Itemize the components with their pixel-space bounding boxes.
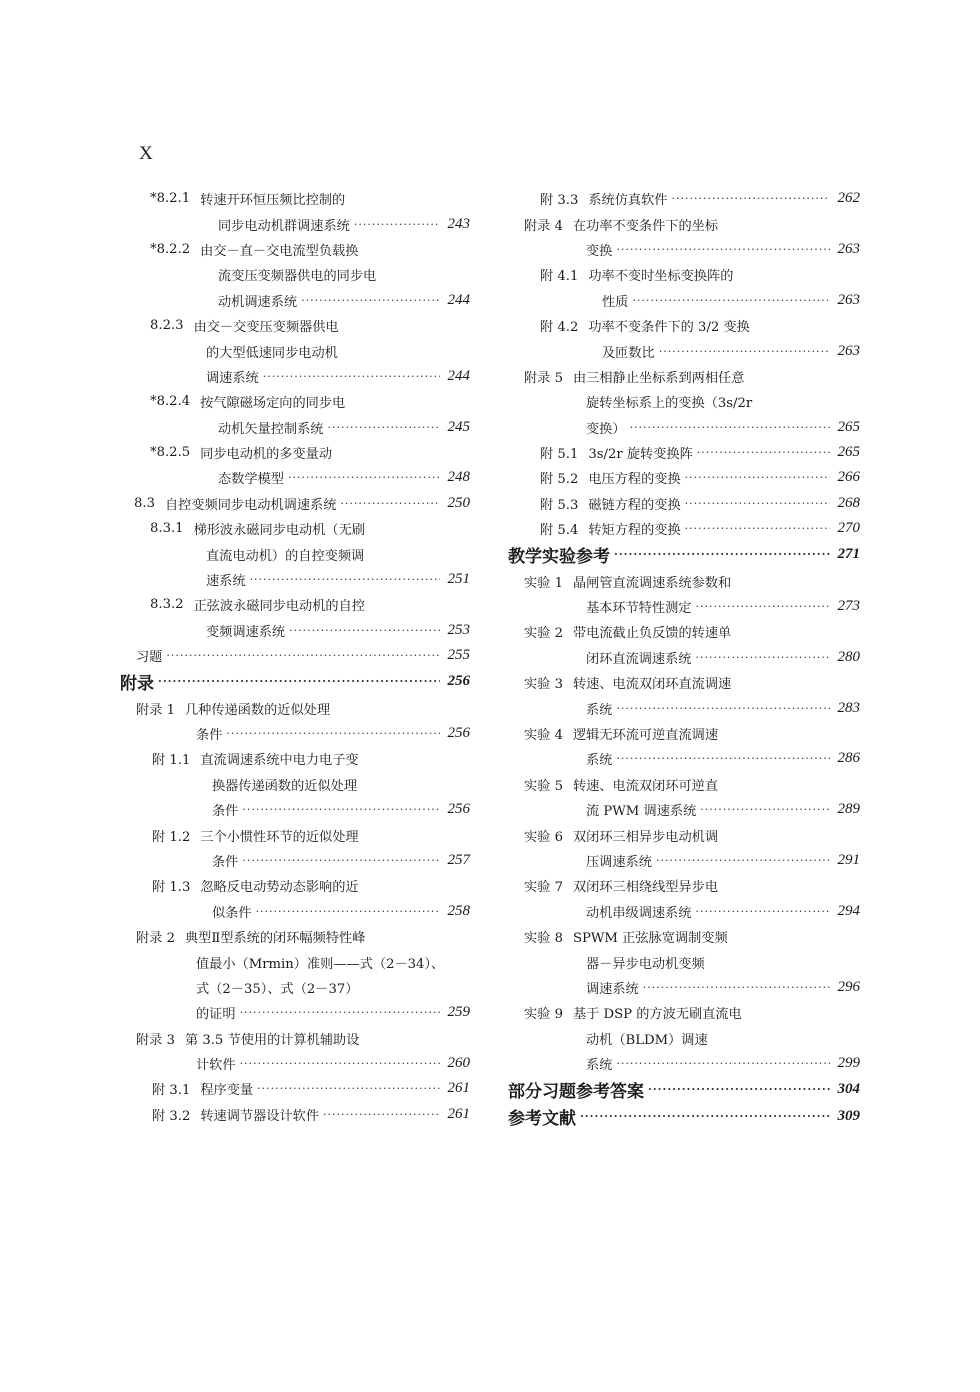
toc-leader-dots: [700, 803, 830, 816]
toc-entry-number: 实验 7: [524, 880, 563, 896]
toc-entry-page: 270: [837, 520, 860, 537]
toc-leader-dots: [289, 624, 440, 637]
page-number: X: [139, 143, 153, 164]
toc-entry-page: 253: [447, 621, 470, 638]
toc-entry-page: 261: [447, 1080, 470, 1097]
toc-entry: [120, 338, 470, 363]
toc-entry-page: 299: [837, 1055, 860, 1072]
toc-entry: [508, 949, 860, 974]
toc-entry-number: 附 1.2: [152, 829, 191, 845]
toc-entry-title: 变频调速系统: [206, 624, 286, 640]
toc-entry-page: 257: [447, 851, 470, 868]
toc-entry: [120, 516, 470, 541]
toc-leader-dots: [328, 421, 441, 434]
toc-entry: [508, 721, 860, 746]
toc-entry-title: 系统: [586, 702, 613, 718]
toc-entry: [120, 899, 470, 924]
toc-entry: [120, 389, 470, 414]
toc-entry: [508, 670, 860, 695]
toc-leader-dots: [696, 905, 831, 918]
toc-entry-number: 附 1.3: [152, 880, 191, 896]
toc-entry-number: 实验 2: [524, 626, 563, 642]
toc-entry-title: 动机调速系统: [218, 294, 298, 310]
toc-entry-title: SPWM 正弦脉宽调制变频: [572, 931, 728, 947]
toc-entry: [120, 975, 470, 1000]
toc-entry-title: 转速、电流双闭环直流调速: [572, 677, 732, 693]
toc-leader-dots: [656, 854, 830, 867]
toc-entry-title: 自控变频同步电动机调速系统: [164, 497, 337, 513]
toc-leader-dots: [696, 600, 831, 613]
toc-entry-title: 调速系统: [586, 981, 639, 997]
toc-entry-title: 同步电动机的多变量动: [200, 447, 333, 463]
toc-entry: [508, 313, 860, 338]
toc-entry: [120, 440, 470, 465]
toc-entry-number: 附 5.2: [540, 472, 579, 488]
toc-leader-dots: [614, 548, 830, 561]
toc-entry-number: 8.3: [134, 495, 155, 511]
toc-entry-number: 实验 4: [524, 728, 563, 743]
toc-entry-title: 条件: [212, 854, 239, 870]
toc-entry: [508, 568, 860, 593]
toc-entry-title: 习题: [136, 650, 163, 666]
toc-leader-dots: [256, 905, 440, 918]
toc-entry: [508, 262, 860, 287]
toc-leader-dots: [226, 727, 440, 740]
toc-entry-page: 304: [837, 1081, 860, 1098]
toc-leader-dots: [685, 497, 830, 510]
toc-entry: [120, 186, 470, 211]
toc-right-column: [508, 186, 860, 1130]
toc-leader-dots: [616, 752, 830, 765]
toc-entry: [508, 491, 860, 516]
toc-leader-dots: [580, 1110, 830, 1123]
toc-entry-title: 性质: [602, 294, 629, 310]
toc-entry: [508, 822, 860, 847]
toc-entry: [508, 1076, 860, 1103]
toc-leader-dots: [166, 649, 440, 662]
toc-entry: [508, 899, 860, 924]
toc-entry-number: 实验 1: [524, 575, 563, 591]
toc-entry: [120, 848, 470, 873]
toc-entry-page: 265: [837, 418, 860, 435]
toc-entry: [508, 1051, 860, 1076]
toc-entry-title: 程序变量: [200, 1083, 254, 1099]
toc-entry-page: 294: [837, 902, 860, 919]
toc-entry-page: 256: [447, 725, 470, 741]
toc-entry-title: 按气隙磁场定向的同步电: [200, 396, 346, 412]
toc-entry-title: 三个小惯性环节的近似处理: [200, 829, 359, 845]
toc-entry: [508, 772, 860, 797]
toc-leader-dots: [242, 854, 440, 867]
toc-entry-title: 态数学模型: [218, 472, 284, 488]
toc-entry: [120, 288, 470, 313]
toc-entry: [120, 1026, 470, 1051]
toc-leader-dots: [616, 702, 830, 715]
toc-entry: [120, 262, 470, 287]
toc-entry-number: *8.2.2: [150, 241, 191, 257]
toc-entry: [508, 415, 860, 440]
toc-entry-title: 由交－交变压变频器供电: [193, 320, 339, 336]
toc-entry-number: 附 1.1: [152, 753, 191, 769]
toc-entry: [120, 567, 470, 592]
toc-entry-page: 265: [837, 444, 860, 461]
toc-entry-page: 261: [447, 1105, 470, 1122]
toc-entry: [120, 237, 470, 262]
toc-entry-number: 实验 8: [524, 931, 563, 947]
toc-entry: [120, 797, 470, 822]
toc-entry-number: 实验 9: [524, 1007, 563, 1023]
toc-entry-page: 244: [447, 291, 470, 308]
toc-entry-page: 283: [837, 699, 860, 716]
toc-entry: [120, 721, 470, 746]
toc-entry-title: 带电流截止负反馈的转速单: [572, 626, 732, 642]
toc-leader-dots: [242, 803, 440, 816]
toc-entry: [120, 313, 470, 338]
toc-entry-number: 8.3.2: [150, 597, 184, 613]
toc-leader-dots: [697, 446, 830, 459]
toc-leader-dots: [616, 243, 830, 256]
toc-entry-title: 双闭环三相异步电动机调: [572, 829, 719, 845]
toc-leader-dots: [301, 294, 440, 307]
toc-entry: [508, 288, 860, 313]
toc-entry-page: 259: [447, 1004, 470, 1021]
toc-entry: [508, 338, 860, 363]
toc-entry: [508, 237, 860, 262]
toc-entry: [508, 797, 860, 822]
toc-entry-title: 直流调速系统中电力电子变: [200, 753, 359, 769]
toc-entry: [508, 364, 860, 389]
toc-entry: [120, 772, 470, 797]
toc-entry: [120, 1076, 470, 1101]
toc-entry: [120, 873, 470, 898]
toc-entry-title: 部分习题参考答案: [508, 1082, 644, 1103]
toc-entry: [120, 618, 470, 643]
toc-leader-dots: [671, 192, 830, 205]
toc-entry-number: *8.2.5: [150, 445, 191, 461]
toc-leader-dots: [648, 1083, 830, 1096]
toc-entry: [508, 1026, 860, 1051]
toc-entry-title: 附录: [120, 674, 154, 695]
toc-entry-page: 268: [837, 494, 860, 511]
toc-entry-title: 同步电动机群调速系统: [218, 218, 350, 234]
toc-leader-dots: [685, 522, 830, 535]
toc-entry-title: 及匝数比: [602, 345, 655, 361]
toc-entry-title: 旋转坐标系上的变换（3s/2r: [586, 396, 753, 412]
toc-entry-number: 附录 5: [524, 370, 563, 386]
toc-entry-page: 262: [837, 190, 860, 207]
toc-entry-title: 条件: [212, 804, 239, 820]
toc-entry-title: 教学实验参考: [508, 547, 610, 568]
toc-entry-page: 296: [837, 978, 860, 995]
toc-entry-number: 附 3.1: [152, 1083, 191, 1099]
toc-entry-title: 器－异步电动机变频: [586, 956, 705, 972]
toc-entry: [508, 695, 860, 720]
toc-entry-number: 附录 2: [136, 931, 175, 947]
toc-entry-title: 直流电动机）的自控变频调: [206, 548, 365, 564]
toc-entry-number: 实验 6: [524, 829, 563, 845]
toc-entry-title: 双闭环三相绕线型异步电: [572, 880, 719, 896]
toc-entry: [120, 822, 470, 847]
toc-entry: [508, 186, 860, 211]
toc-entry-title: 流变压变频器供电的同步电: [218, 269, 377, 285]
toc-entry: [120, 415, 470, 440]
toc-entry-title: 转速调节器设计软件: [200, 1108, 320, 1124]
toc-entry-title: 电压方程的变换: [588, 472, 681, 488]
toc-entry-title: 的证明: [196, 1007, 236, 1023]
toc-entry: [508, 1000, 860, 1025]
toc-entry: [120, 592, 470, 617]
toc-entry-title: 忽略反电动势动态影响的近: [200, 880, 359, 896]
toc-entry: [508, 645, 860, 670]
toc-entry-title: 流 PWM 调速系统: [586, 804, 697, 820]
toc-entry: [508, 848, 860, 873]
toc-entry: [120, 643, 470, 668]
toc-entry: [120, 1051, 470, 1076]
toc-entry-number: 附录 4: [524, 218, 563, 234]
toc-entry-page: 289: [837, 801, 860, 818]
toc-entry: [508, 1103, 860, 1130]
toc-entry: [508, 924, 860, 949]
toc-entry-number: *8.2.4: [150, 394, 191, 410]
toc-entry-title: 逻辑无环流可逆直流调速: [572, 728, 719, 743]
toc-entry-page: 250: [447, 494, 470, 511]
toc-entry: [120, 211, 470, 236]
toc-entry-page: 273: [837, 598, 860, 615]
toc-entry-title: 动机矢量控制系统: [218, 421, 324, 437]
toc-entry-number: 附 4.1: [540, 269, 579, 285]
toc-entry-title: 参考文献: [508, 1109, 576, 1130]
toc-entry-title: 值最小（Mrmin）准则——式（2－34）、: [196, 956, 445, 972]
toc-entry-title: 正弦波永磁同步电动机的自控: [193, 599, 365, 615]
toc-entry: [508, 594, 860, 619]
toc-entry-number: 8.3.1: [150, 521, 184, 537]
toc-entry-title: 基于 DSP 的方波无刷直流电: [572, 1007, 742, 1023]
toc-entry: [508, 873, 860, 898]
toc-entry-page: 255: [447, 647, 470, 664]
toc-entry-page: 245: [447, 418, 470, 435]
toc-entry-number: *8.2.1: [150, 191, 191, 207]
toc-entry-number: 附 3.3: [540, 193, 579, 209]
toc-entry: [120, 491, 470, 516]
toc-entry: [120, 949, 470, 974]
toc-entry-number: 附 4.2: [540, 320, 579, 336]
toc-entry-page: 248: [447, 469, 470, 486]
toc-entry: [508, 465, 860, 490]
toc-entry-page: 263: [837, 240, 860, 257]
toc-entry-page: 251: [447, 571, 470, 588]
toc-entry-title: 系统仿真软件: [588, 193, 668, 209]
toc-leader-dots: [240, 1057, 440, 1070]
toc-leader-dots: [659, 345, 830, 358]
toc-entry-number: 附 5.4: [540, 523, 579, 539]
toc-entry: [508, 746, 860, 771]
toc-entry: [120, 1102, 470, 1127]
toc-entry: [120, 364, 470, 389]
toc-entry-page: 280: [837, 648, 860, 665]
toc-entry-title: 梯形波永磁同步电动机（无刷: [193, 523, 365, 539]
toc-entry-page: 286: [837, 750, 860, 767]
toc-leader-dots: [240, 1006, 440, 1019]
toc-entry-title: 由交－直－交电流型负载换: [200, 243, 359, 259]
toc-entry-title: 换器传递函数的近似处理: [212, 778, 358, 794]
toc-leader-dots: [323, 1108, 440, 1121]
toc-entry-page: 266: [837, 469, 860, 486]
toc-entry: [120, 668, 470, 695]
toc-entry-title: 功率不变条件下的 3/2 变换: [588, 320, 750, 336]
toc-leader-dots: [630, 421, 830, 434]
toc-entry-title: 由三相静止坐标系到两相任意: [572, 370, 745, 386]
toc-entry: [508, 440, 860, 465]
toc-entry: [120, 1000, 470, 1025]
toc-entry-title: 转速开环恒压频比控制的: [200, 193, 346, 209]
toc-leader-dots: [263, 370, 440, 383]
toc-entry-title: 第 3.5 节使用的计算机辅助设: [184, 1032, 360, 1048]
toc-entry-title: 计软件: [196, 1058, 236, 1074]
toc-entry-title: 系统: [586, 1058, 613, 1074]
toc-entry-title: 变换）: [586, 421, 626, 437]
toc-leader-dots: [616, 1057, 830, 1070]
toc-entry-title: 转矩方程的变换: [588, 523, 681, 539]
toc-entry: [508, 619, 860, 644]
toc-left-column: [120, 186, 470, 1127]
toc-entry-title: 典型Ⅱ型系统的闭环幅频特性峰: [184, 931, 366, 947]
toc-entry: [120, 465, 470, 490]
toc-entry: [508, 211, 860, 236]
toc-entry-title: 条件: [196, 728, 223, 743]
toc-entry-page: 309: [837, 1108, 860, 1125]
toc-leader-dots: [632, 294, 830, 307]
toc-entry: [508, 975, 860, 1000]
toc-entry-title: 功率不变时坐标变换阵的: [588, 269, 734, 285]
toc-entry-title: 动机（BLDM）调速: [586, 1032, 708, 1048]
toc-leader-dots: [340, 497, 440, 510]
toc-leader-dots: [696, 651, 831, 664]
toc-entry-number: 附录 1: [136, 702, 175, 718]
toc-entry-number: 实验 3: [524, 677, 563, 693]
toc-entry-title: 在功率不变条件下的坐标: [572, 218, 719, 234]
toc-leader-dots: [643, 981, 830, 994]
toc-entry-number: 附 3.2: [152, 1108, 191, 1124]
toc-leader-dots: [158, 675, 440, 688]
toc-entry-title: 晶闸管直流调速系统参数和: [572, 575, 732, 591]
toc-entry-page: 263: [837, 342, 860, 359]
toc-entry-title: 基本环节特性测定: [586, 601, 692, 617]
toc-entry: [508, 541, 860, 568]
toc-entry-page: 260: [447, 1055, 470, 1072]
toc-entry-number: 附 5.3: [540, 497, 579, 513]
toc-leader-dots: [685, 471, 830, 484]
toc-entry-title: 磁链方程的变换: [588, 497, 681, 513]
toc-entry-number: 附录 3: [136, 1032, 175, 1048]
toc-entry-page: 263: [837, 291, 860, 308]
toc-entry-title: 调速系统: [206, 370, 259, 386]
toc-entry-number: 附 5.1: [540, 447, 579, 463]
toc-entry-page: 271: [837, 546, 860, 563]
toc-entry-title: 闭环直流调速系统: [586, 651, 692, 667]
toc-entry: [120, 924, 470, 949]
toc-entry-page: 291: [837, 851, 860, 868]
toc-entry-title: 式（2－35）、式（2－37）: [196, 981, 359, 997]
toc-leader-dots: [257, 1082, 440, 1095]
toc-entry-page: 256: [447, 801, 470, 818]
toc-entry: [120, 541, 470, 566]
toc-entry-page: 243: [447, 215, 470, 232]
toc-leader-dots: [354, 218, 440, 231]
toc-entry: [120, 695, 470, 720]
toc-entry-title: 似条件: [212, 905, 252, 921]
toc-entry: [508, 389, 860, 414]
toc-entry-title: 几种传递函数的近似处理: [184, 702, 331, 718]
toc-entry: [120, 746, 470, 771]
toc-entry-title: 速系统: [206, 574, 246, 590]
toc-entry-page: 258: [447, 902, 470, 919]
toc-entry-title: 3s/2r 旋转变换阵: [588, 447, 693, 463]
toc-leader-dots: [250, 573, 440, 586]
toc-leader-dots: [288, 471, 440, 484]
toc-entry-page: 244: [447, 367, 470, 384]
toc-entry-title: 系统: [586, 753, 613, 769]
toc-entry-title: 转速、电流双闭环可逆直: [572, 778, 719, 794]
toc-entry-number: 8.2.3: [150, 318, 184, 334]
toc-entry-title: 变换: [586, 243, 613, 259]
toc-entry-title: 压调速系统: [586, 854, 652, 870]
toc-entry-title: 动机串级调速系统: [586, 905, 692, 921]
toc-entry-title: 的大型低速同步电动机: [206, 345, 338, 361]
toc-entry: [508, 516, 860, 541]
toc-entry-page: 256: [447, 673, 470, 690]
toc-entry-number: 实验 5: [524, 778, 563, 794]
